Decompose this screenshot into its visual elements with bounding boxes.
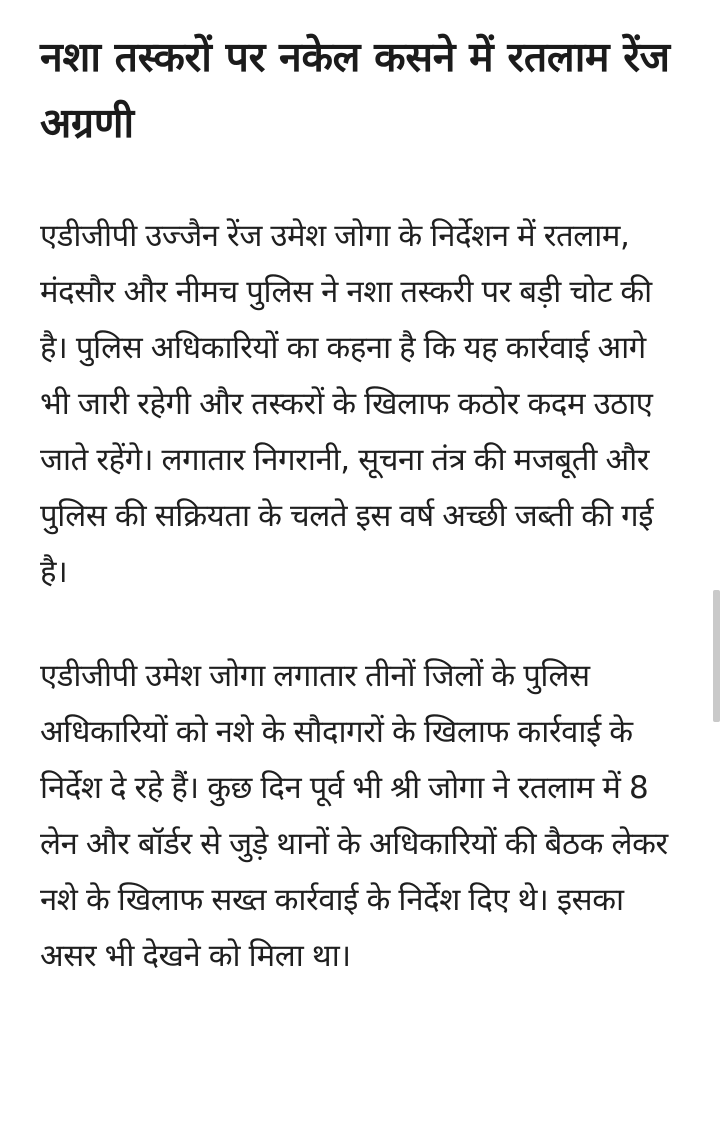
article-paragraph-2: एडीजीपी उमेश जोगा लगातार तीनों जिलों के पुलिस अधिकारियों को नशे के सौदागरों के खिलाफ कार्रवाई के निर्देश दे रहे हैं। कुछ दिन पूर्व भी श्री जोगा ने रतलाम में 8 लेन और बॉर्डर से जुड़े थानों के अधिकारियों की बैठक लेकर नशे के खिलाफ सख्त कार्रवाई के निर्देश दिए थे। इसका असर भी देखने को मिला था। xyxy=(40,658,668,974)
article-paragraph-1: एडीजीपी उज्जैन रेंज उमेश जोगा के निर्देशन में रतलाम, मंदसौर और नीमच पुलिस ने नशा तस्करी पर बड़ी चोट की है। पुलिस अधिकारियों का कहना है कि यह कार्रवाई आगे भी जारी रहेगी और तस्करों के खिलाफ कठोर कदम उठाए जाते रहेंगे। लगातार निगरानी, सूचना तंत्र की मजबूती और पुलिस की सक्रियता के चलते इस वर्ष अच्छी जब्ती की गई है। xyxy=(40,218,654,590)
scrollbar-thumb[interactable] xyxy=(713,590,720,722)
article-headline: नशा तस्करों पर नकेल कसने में रतलाम रेंज अग्रणी xyxy=(40,33,670,147)
